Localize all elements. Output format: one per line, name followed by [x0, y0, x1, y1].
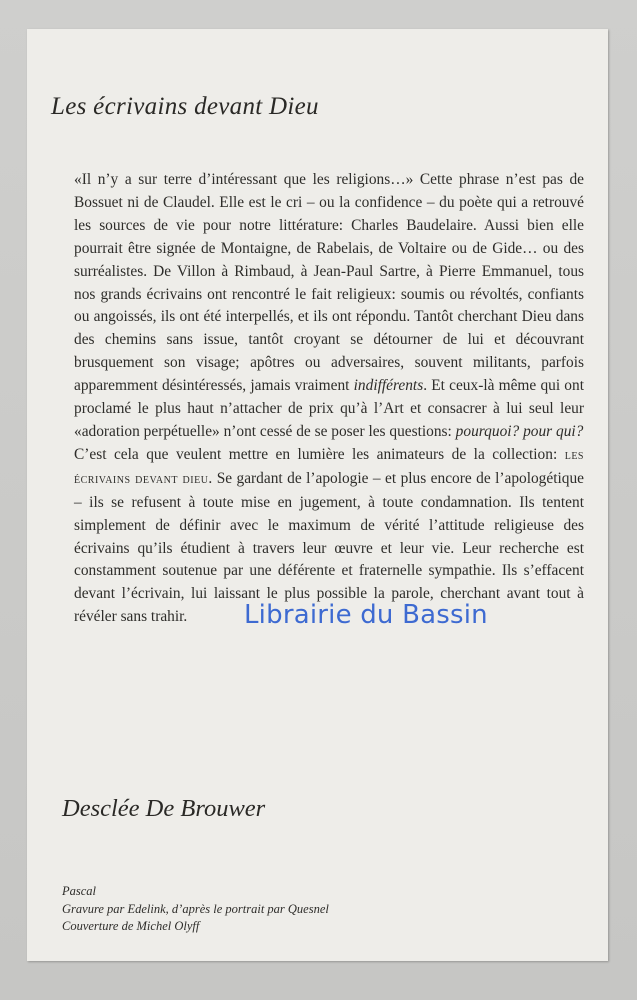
bookseller-watermark: Librairie du Bassin [244, 600, 488, 630]
collection-title: Les écrivains devant Dieu [51, 93, 319, 120]
blurb-paragraph-1 [74, 169, 584, 444]
blurb-text [74, 169, 584, 629]
blurb-p1-part-a: «Il n’y a sur terre d’intéressant que les religions…» Cette phrase n’est pas de Bossuet ni de Claudel. Elle est le cri – ou la confidence – du poète qui a retrouvé les sources de vie pour notre littérature: Charles Baudelaire. Aussi bien elle pourrait être signée de Montaigne, de Rabelais, de Voltaire ou de Gide… ou des surréalistes. De Villon à Rimbaud, à Jean-Paul Sartre, à Pierre Emmanuel, tous nos grands écrivains ont rencontré le fait religieux: soumis ou révoltés, confiants ou angoissés, ils ont été interpellés, et ils ont répondu. Tantôt cherchant Dieu dans des chemins sans issue, tantôt croyant se détourner de lui et découvrant brusquement son visage; apôtres ou adversaires, souvent militants, parfois apparemment désintéressés, jamais vraiment [74, 171, 584, 395]
collection-name-smallcaps: les écrivains devant dieu [74, 447, 584, 487]
blurb-p2-part-a: C’est cela que veulent mettre en lumière les animateurs de la collection: [74, 445, 565, 463]
book-back-cover [27, 29, 608, 961]
blurb-p1-part-b: . Et ceux-là même qui ont proclamé le plus haut n’attacher de prix qu’à l’Art et consacrer à lui seul leur «adoration perpétuelle» n’ont cessé de se poser les questions: [74, 377, 584, 440]
publisher-name: Desclée De Brouwer [62, 795, 266, 822]
credit-line-1: Pascal [62, 884, 97, 898]
credit-line-3: Couverture de Michel Olyff [62, 919, 200, 933]
credits-block [62, 883, 329, 936]
blurb-p1-emphasis: indifférents [353, 377, 424, 395]
credit-line-2: Gravure par Edelink, d’après le portrait par Quesnel [62, 901, 329, 916]
blurb-p2-part-b: . Se gardant de l’apologie – et plus encore de l’apologétique – ils se refusent à toute mise en jugement, à toute condamnation. Ils tentent simplement de définir avec le maximum de vérité l’attitude religieuse des écrivains qu’ils étudient à travers leur œuvre et leur vie. Leur recherche est constamment soutenue par une déférente et fraternelle sympathie. Ils s’effacent devant l’écrivain, lui laissant le plus possible la parole, cherchant avant tout à révéler sans trahir. [74, 469, 584, 626]
blurb-p1-emphasis-2: pourquoi? pour qui? [455, 422, 584, 440]
